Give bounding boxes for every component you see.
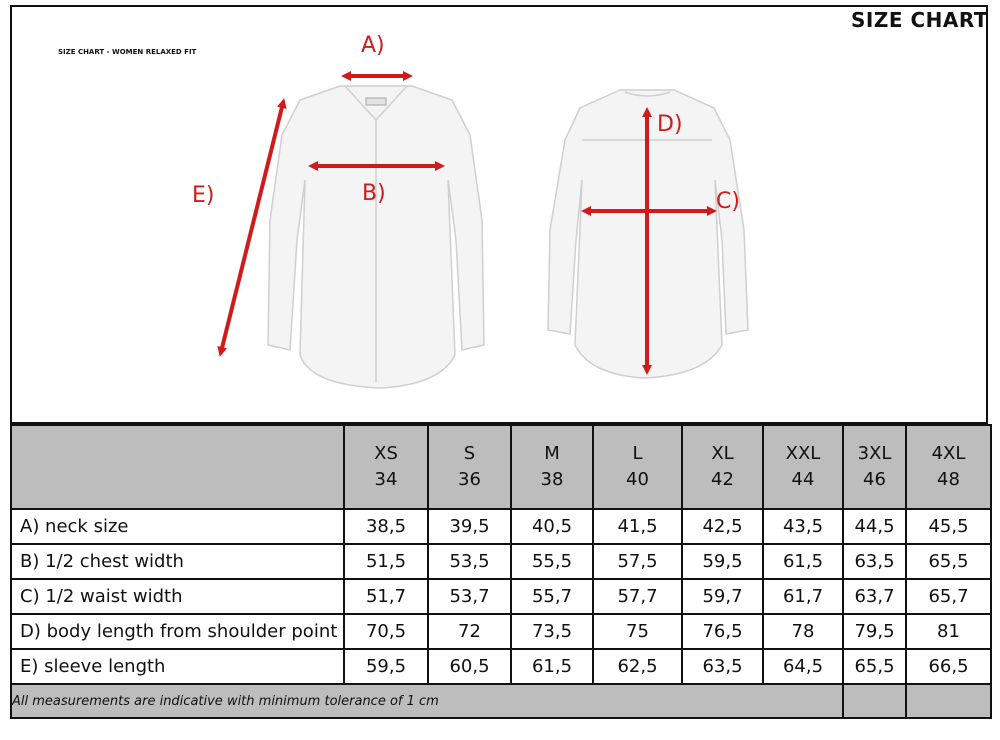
table-cell: 63,5: [682, 649, 763, 684]
size-header: XS 34: [344, 425, 428, 509]
size-header: 3XL 46: [843, 425, 906, 509]
table-row: [11, 509, 991, 544]
table-cell: 44,5: [843, 509, 906, 544]
table-cell: 63,5: [843, 544, 906, 579]
label-d: D): [657, 112, 683, 137]
page-title: SIZE CHART: [850, 8, 988, 32]
label-c: C): [716, 189, 740, 214]
table-row: [11, 614, 991, 649]
table-cell: 45,5: [906, 509, 991, 544]
table-cell: 51,5: [344, 544, 428, 579]
table-cell: 60,5: [428, 649, 511, 684]
table-cell: 65,5: [906, 544, 991, 579]
header-empty: [11, 425, 344, 509]
row-label: D) body length from shoulder point: [11, 614, 344, 649]
tolerance-note: All measurements are indicative with minimum tolerance of 1 cm: [11, 684, 843, 718]
table-cell: 39,5: [428, 509, 511, 544]
table-cell: 51,7: [344, 579, 428, 614]
size-table: [10, 424, 992, 719]
table-cell: 64,5: [763, 649, 843, 684]
table-cell: 53,7: [428, 579, 511, 614]
chart-caption: SIZE CHART - WOMEN RELAXED FIT: [58, 48, 197, 56]
table-cell: 61,5: [511, 649, 593, 684]
table-cell: 61,7: [763, 579, 843, 614]
table-cell: 53,5: [428, 544, 511, 579]
table-cell: 59,5: [344, 649, 428, 684]
table-cell: 57,7: [593, 579, 682, 614]
row-label: C) 1/2 waist width: [11, 579, 344, 614]
table-cell: 57,5: [593, 544, 682, 579]
table-header: [11, 425, 991, 509]
table-row: [11, 544, 991, 579]
table-cell: 73,5: [511, 614, 593, 649]
table-cell: 66,5: [906, 649, 991, 684]
note-empty-cell: [906, 684, 991, 718]
table-cell: 55,7: [511, 579, 593, 614]
note-empty-cell: [843, 684, 906, 718]
table-cell: 65,7: [906, 579, 991, 614]
table-cell: 41,5: [593, 509, 682, 544]
table-cell: 42,5: [682, 509, 763, 544]
size-header: 4XL 48: [906, 425, 991, 509]
table-row: [11, 579, 991, 614]
table-cell: 62,5: [593, 649, 682, 684]
table-cell: 59,7: [682, 579, 763, 614]
table-cell: 55,5: [511, 544, 593, 579]
label-e: E): [192, 183, 215, 208]
table-cell: 59,5: [682, 544, 763, 579]
table-cell: 76,5: [682, 614, 763, 649]
table-cell: 75: [593, 614, 682, 649]
table-cell: 70,5: [344, 614, 428, 649]
table-cell: 63,7: [843, 579, 906, 614]
table-cell: 65,5: [843, 649, 906, 684]
row-label: A) neck size: [11, 509, 344, 544]
size-header: S 36: [428, 425, 511, 509]
table-cell: 72: [428, 614, 511, 649]
table-cell: 79,5: [843, 614, 906, 649]
size-header: L 40: [593, 425, 682, 509]
table-cell: 40,5: [511, 509, 593, 544]
table-cell: 81: [906, 614, 991, 649]
note-row: [11, 684, 991, 718]
table-cell: 61,5: [763, 544, 843, 579]
table-cell: 43,5: [763, 509, 843, 544]
size-header: XL 42: [682, 425, 763, 509]
table-row: [11, 649, 991, 684]
front-shirt: [268, 86, 484, 388]
size-header: M 38: [511, 425, 593, 509]
label-b: B): [362, 181, 386, 206]
size-header: XXL 44: [763, 425, 843, 509]
table-cell: 78: [763, 614, 843, 649]
row-label: B) 1/2 chest width: [11, 544, 344, 579]
row-label: E) sleeve length: [11, 649, 344, 684]
label-a: A): [361, 33, 385, 58]
table-cell: 38,5: [344, 509, 428, 544]
